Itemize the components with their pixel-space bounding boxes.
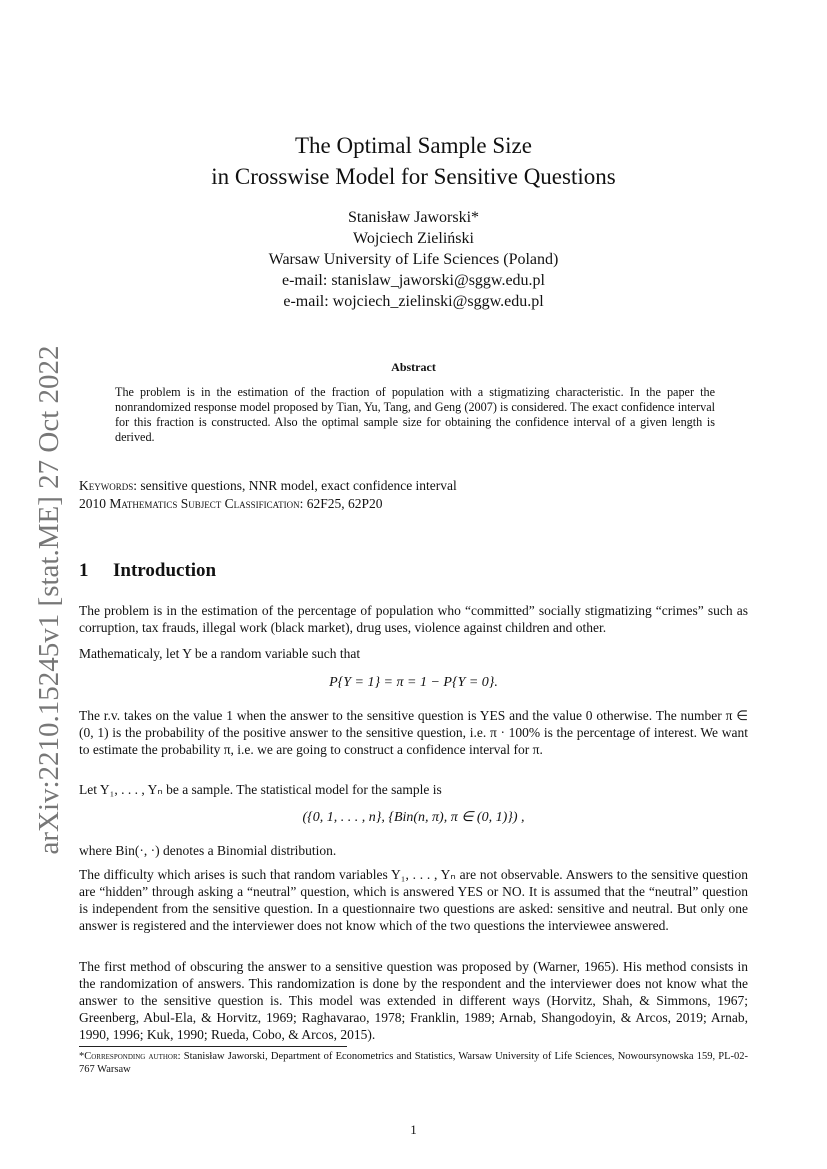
msc-label: 2010 Mathematics Subject Classification: [79,496,304,511]
paragraph-1: The problem is in the estimation of the percentage of population who “committed” socially stigmatizing “crimes” such as corruption, tax frauds, illegal work (black market), drug uses, violence against children and other. [79,603,748,635]
author-1: Stanisław Jaworski* [347,209,480,226]
keywords-line [79,477,749,495]
section-title: Introduction [113,560,217,581]
author-block [0,207,827,312]
affiliation: Warsaw University of Life Sciences (Poland) [268,251,559,268]
footnote-text: Stanisław Jaworski, Department of Econometrics and Statistics, Warsaw University of Life Sciences, Nowoursynowska 159, PL-02-767 Warsaw [79,1051,749,1075]
section-number: 1 [79,560,89,581]
arxiv-identifier-stamp: arXiv:2210.15245v1 [stat.ME] 27 Oct 2022 [33,345,65,855]
paragraph-5: where Bin(·, ·) denotes a Binomial distribution. [79,843,337,858]
paper-title [0,130,827,192]
paragraph-3: The r.v. takes on the value 1 when the answer to the sensitive question is YES and the value 0 otherwise. The number π ∈ (0, 1) is the probability of the positive answer to the sensitive question, i.e. π · 100% is the percentage of interest. We want to estimate the probability π, i.e. we are going to construct a confidence interval for π. [79,708,748,757]
section-heading [79,560,216,582]
footnote-rule [79,1046,347,1047]
keywords-text: sensitive questions, NNR model, exact confidence interval [140,478,457,493]
title-line-2: in Crosswise Model for Sensitive Questions [211,164,616,189]
keywords-label: Keywords: [79,478,137,493]
title-line-1: The Optimal Sample Size [295,133,532,158]
keywords-block [79,477,749,513]
paragraph-6: The difficulty which arises is such that random variables Y₁, . . . , Yₙ are not observable. Answers to the sensitive question are “hidden” through asking a “neutral” question, which is answered YES or NO. It is assumed that the “neutral” question is independent from the sensitive question. In a questionnaire two questions are asked: sensitive and neutral. But only one answer is registered and the interviewer does not know which of the two questions the interviewee answered. [79,867,748,933]
msc-line [79,495,749,513]
paragraph-7: The first method of obscuring the answer to a sensitive question was proposed by (Warner, 1965). His method consists in the randomization of answers. This randomization is done by the respondent and the interviewer does not know what the answer to the sensitive question is. This model was extended in different ways (Horvitz, Shah, & Simmons, 1967; Greenberg, Abul-Ela, & Horvitz, 1969; Raghavarao, 1978; Franklin, 1989; Arnab, Shangodoyin, & Arcos, 2019; Arnab, 1990, 1996; Kuk, 1990; Rueda, Cobo, & Arcos, 2015). [79,959,748,1042]
footnote-label: *Corresponding author: [79,1051,181,1062]
email-2: e-mail: wojciech_zielinski@sggw.edu.pl [283,293,544,310]
footnote [79,1050,748,1076]
email-1: e-mail: stanislaw_jaworski@sggw.edu.pl [282,272,545,289]
abstract-text: The problem is in the estimation of the fraction of population with a stigmatizing characteristic. In the paper the nonrandomized response model proposed by Tian, Yu, Tang, and Geng (2007) is considered. The exact confidence interval for this fraction is constructed. Also the optimal sample size for obtaining the confidence interval of a given length is derived. [115,385,715,444]
msc-text: 62F25, 62P20 [306,496,383,511]
equation-2: ({0, 1, . . . , n}, {Bin(n, π), π ∈ (0, 1)}) , [302,810,525,825]
page-number: 1 [410,1122,417,1137]
equation-1: P{Y = 1} = π = 1 − P{Y = 0}. [329,675,498,690]
paragraph-2: Mathematicaly, let Y be a random variable such that [79,646,361,661]
author-2: Wojciech Zieliński [353,230,474,247]
paragraph-4: Let Y₁, . . . , Yₙ be a sample. The statistical model for the sample is [79,782,442,797]
abstract-heading: Abstract [391,360,436,374]
